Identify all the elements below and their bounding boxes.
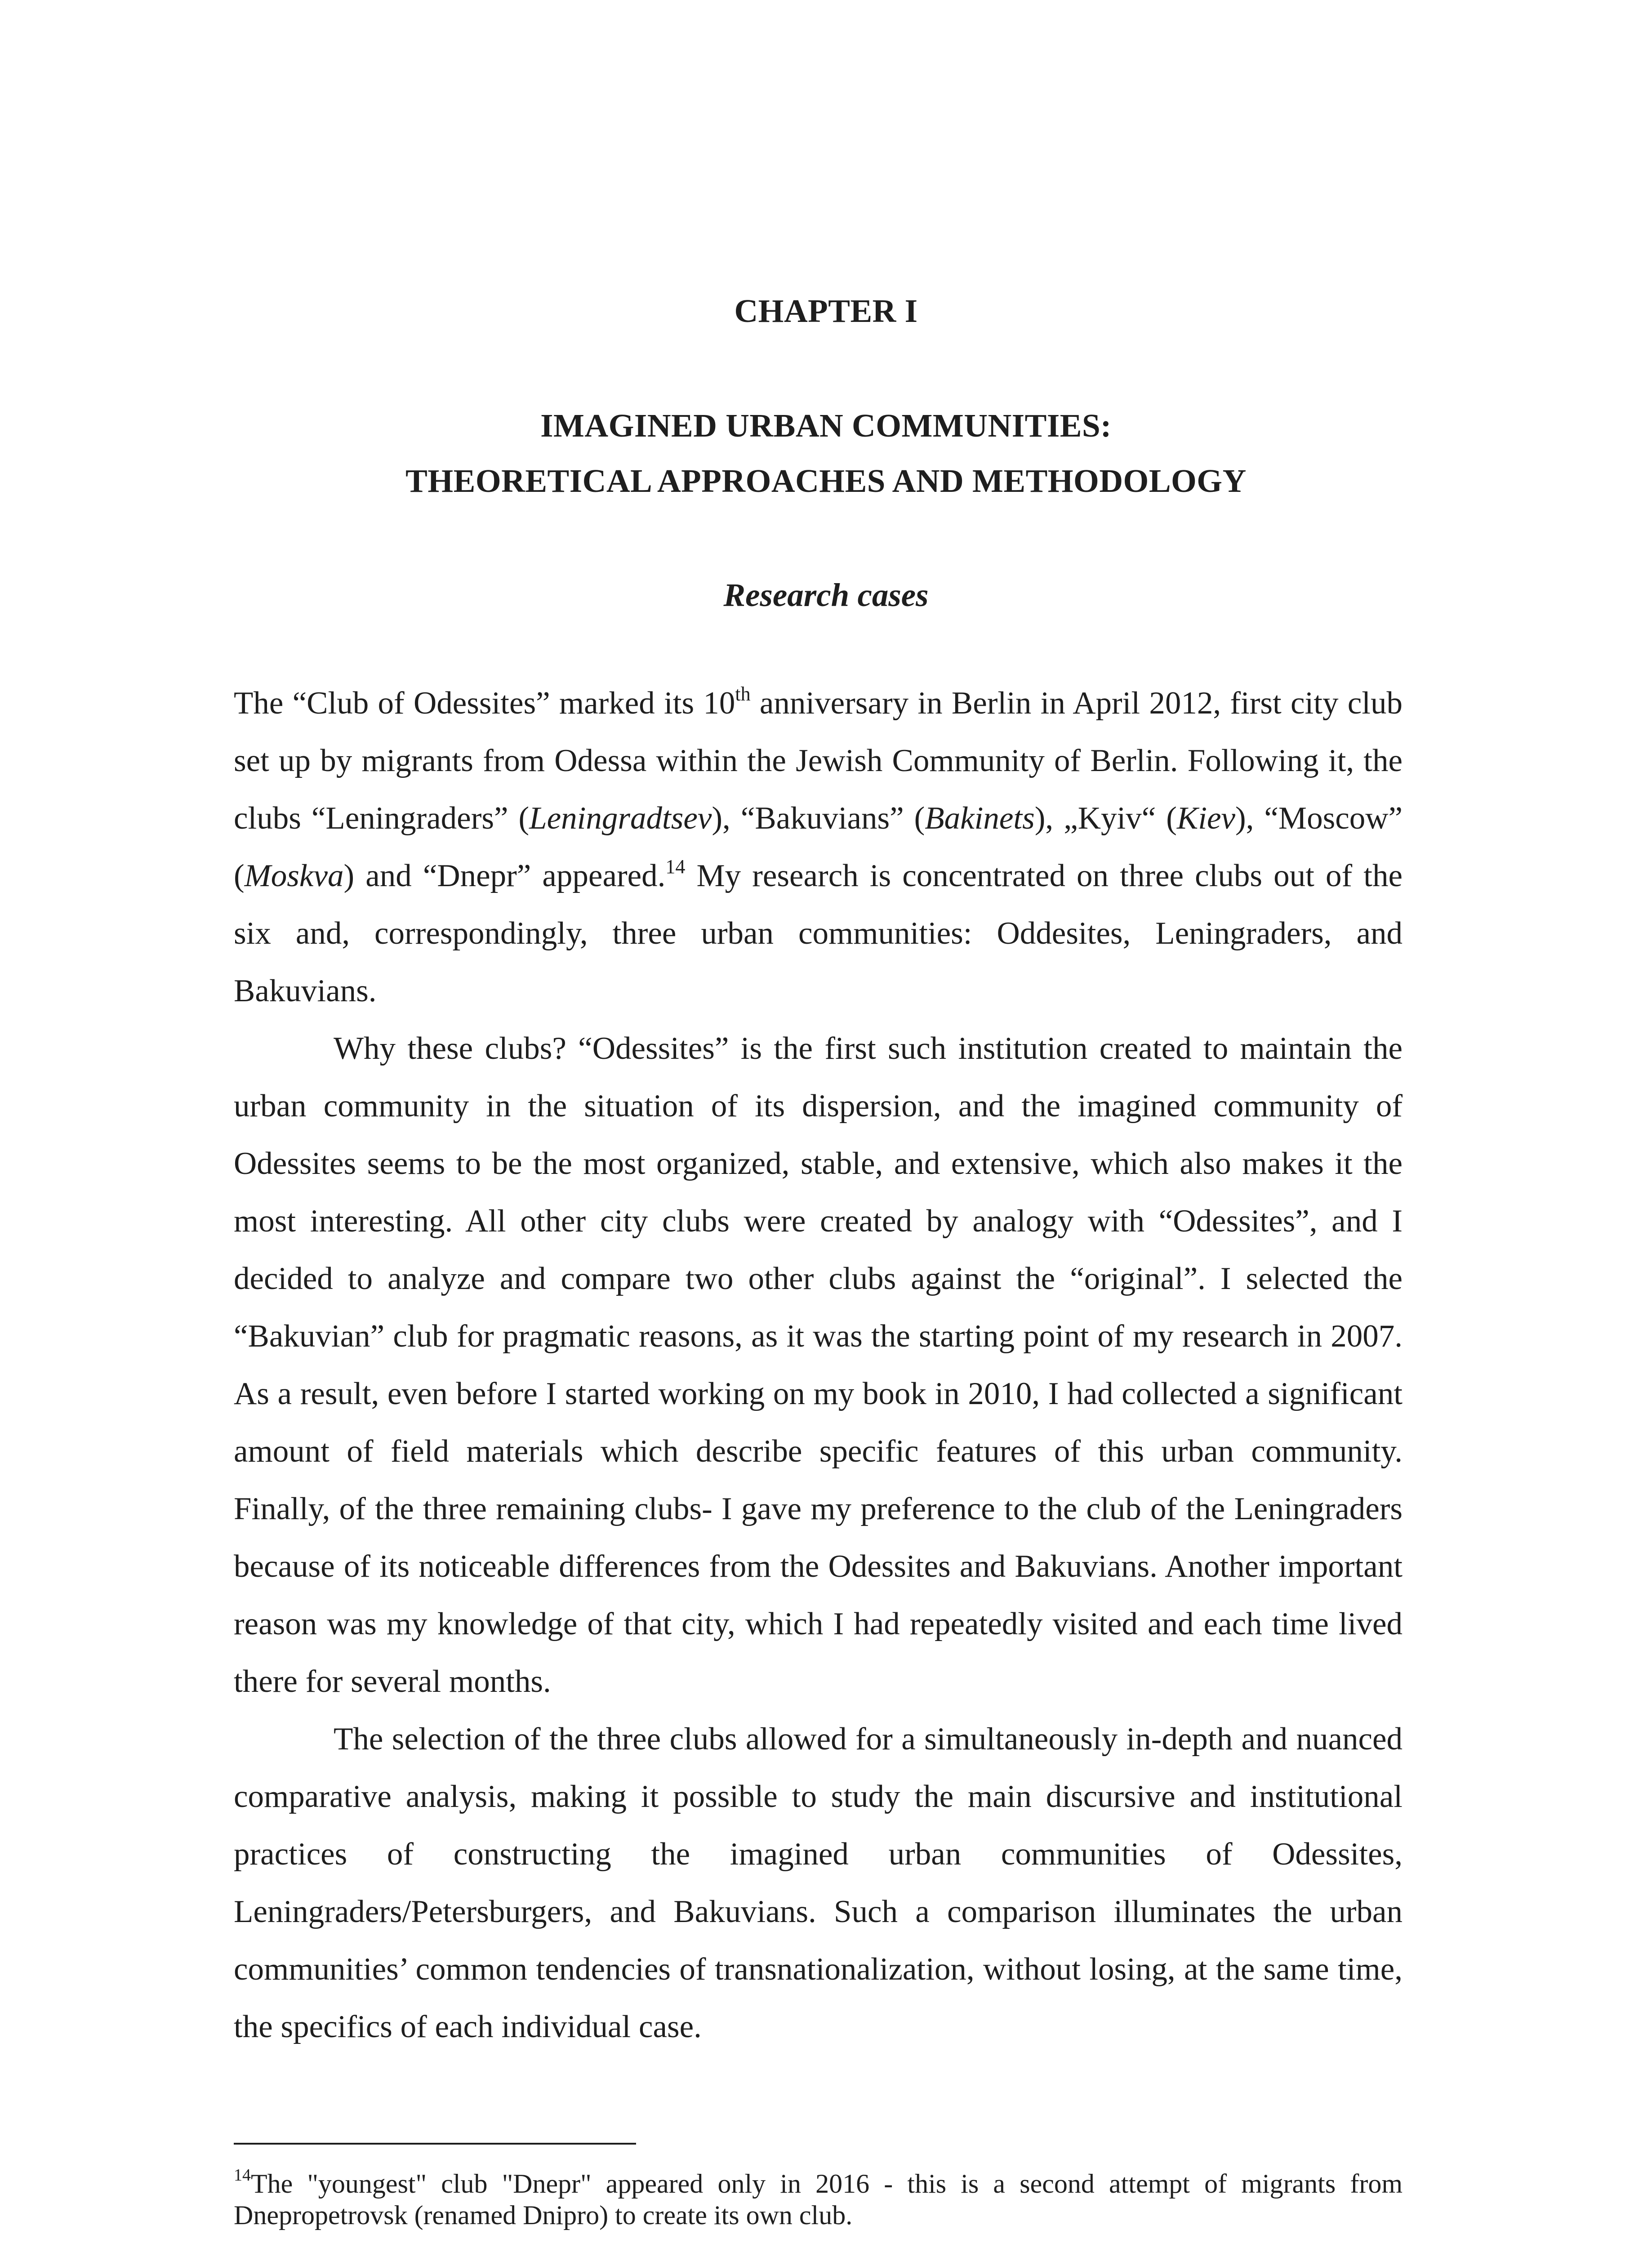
- paragraph-1-text: ), „Kyiv“ (: [1034, 801, 1177, 836]
- footnote-text: The "youngest" club "Dnepr" appeared only in 2016 - this is a second attempt of migrants from Dnepropetrovsk (renamed Dnipro) to create its own club.: [234, 2169, 1403, 2230]
- paragraph-2: Why these clubs? “Odessites” is the first such institution created to maintain the urban community in the situation of its dispersion, and the imagined community of Odessites seems to be the most organized, stable, and extensive, which also makes it the most interesting. All other city clubs were created by analogy with “Odessites”, and I decided to analyze and compare two other clubs against the “original”. I selected the “Bakuvian” club for pragmatic reasons, as it was the starting point of my research in 2007. As a result, even before I started working on my book in 2010, I had collected a significant amount of field materials which describe specific features of this urban community. Finally, of the three remaining clubs- I gave my preference to the club of the Leningraders because of its noticeable differences from the Odessites and Bakuvians. Another important reason was my knowledge of that city, which I had repeatedly visited and each time lived there for several months.: [234, 1031, 1403, 1699]
- paragraph-1-text: The “Club of Odessites” marked its 10: [234, 686, 735, 721]
- chapter-title-line-2: THEORETICAL APPROACHES AND METHODOLOGY: [405, 463, 1247, 499]
- footnote: [234, 2168, 1403, 2231]
- footnote-reference[interactable]: 14: [665, 856, 686, 878]
- transliteration-italic: Kiev: [1176, 801, 1235, 836]
- body-text: [234, 674, 1403, 2056]
- transliteration-italic: Leningradtsev: [529, 801, 712, 836]
- chapter-title-line-1: IMAGINED URBAN COMMUNITIES:: [540, 407, 1112, 444]
- transliteration-italic: Moskva: [244, 858, 344, 893]
- paragraph-1-text: ), “Bakuvians” (: [712, 801, 925, 836]
- paragraph-3: The selection of the three clubs allowed for a simultaneously in-depth and nuanced comparative analysis, making it possible to study the main discursive and institutional practices of constructing the imagined urban communities of Odessites, Leningraders/Petersburgers, and Bakuvians. Such a comparison illuminates the urban communities’ common tendencies of transnationalization, without losing, at the same time, the specifics of each individual case.: [234, 1722, 1403, 2044]
- transliteration-italic: Bakinets: [925, 801, 1035, 836]
- footnote-marker: 14: [234, 2166, 251, 2185]
- paragraph-1-text: anniversary in Berlin in April 2012, first city club set up by migrants from Odessa within the Jewish Community of Berlin. Following it, the clubs “Leningraders” (: [234, 686, 1403, 836]
- paragraph-1: [234, 674, 1403, 1020]
- paragraph-1-text: ) and “Dnepr” appeared.: [343, 858, 666, 893]
- chapter-label: CHAPTER I: [734, 293, 918, 329]
- section-heading: Research cases: [723, 577, 929, 613]
- ordinal-superscript: th: [735, 683, 751, 705]
- paragraph-1-text: ), “Moscow” (: [234, 801, 1403, 893]
- paragraph-1-text: My research is concentrated on three clubs out of the six and, correspondingly, three urban communities: Oddesites, Leningraders, and Bakuvians.: [234, 858, 1403, 1008]
- footnote-separator: [234, 2143, 636, 2145]
